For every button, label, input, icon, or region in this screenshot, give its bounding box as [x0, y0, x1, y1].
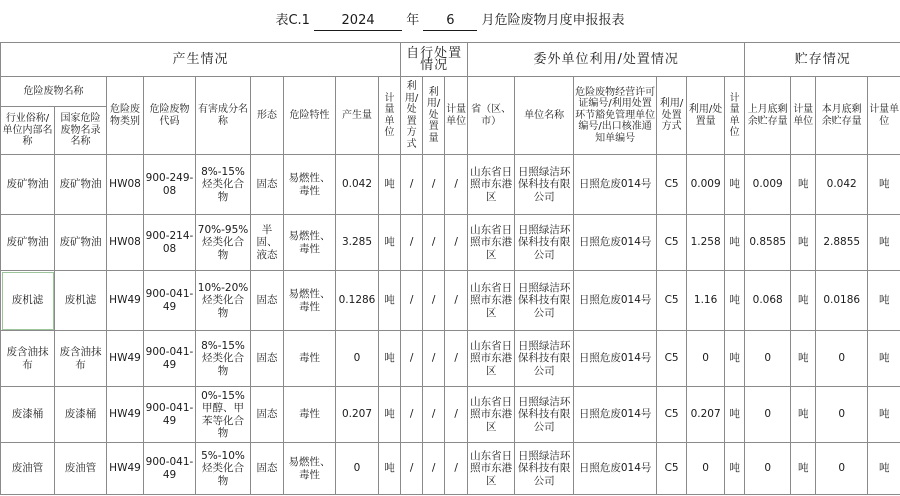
cell-code[interactable]: 900-214-08 [144, 215, 196, 271]
header-self-amount: 利用/处置量 [423, 77, 445, 155]
cell-industry-name[interactable]: 废矿物油 [1, 155, 55, 215]
group-storage: 贮存情况 [745, 43, 900, 77]
cell-component[interactable]: 8%-15%烃类化合物 [196, 331, 251, 387]
cell-out-method[interactable]: C5 [657, 215, 687, 271]
cell-self-method[interactable]: / [401, 387, 423, 443]
title-suffix: 月危险废物月度申报报表 [481, 13, 625, 28]
cell-unit-1[interactable]: 吨 [379, 331, 401, 387]
cell-unit-5[interactable]: 吨 [868, 443, 900, 495]
cell-code[interactable]: 900-041-49 [144, 271, 196, 331]
cell-unit-2[interactable]: / [445, 271, 468, 331]
cell-category[interactable]: HW49 [107, 387, 144, 443]
cell-cur-stock[interactable]: 0.042 [816, 155, 868, 215]
cell-out-method[interactable]: C5 [657, 331, 687, 387]
header-category: 危险废物类别 [107, 77, 144, 155]
cell-form[interactable]: 固态 [251, 155, 284, 215]
cell-form[interactable]: 固态 [251, 387, 284, 443]
cell-industry-name[interactable]: 废含油抹布 [1, 331, 55, 387]
cell-cur-stock[interactable]: 0 [816, 387, 868, 443]
cell-permit[interactable]: 日照危废014号 [574, 271, 657, 331]
header-waste-name-group: 危险废物名称 [1, 77, 107, 107]
cell-unit-1[interactable]: 吨 [379, 387, 401, 443]
header-output: 产生量 [336, 77, 379, 155]
cell-output[interactable]: 0.207 [336, 387, 379, 443]
cell-prev-stock[interactable]: 0.8585 [745, 215, 791, 271]
cell-out-amount[interactable]: 0.009 [687, 155, 725, 215]
cell-company[interactable]: 日照绿洁环保科技有限公司 [515, 443, 574, 495]
cell-unit-5[interactable]: 吨 [868, 155, 900, 215]
header-cur-stock: 本月底剩余贮存量 [816, 77, 868, 155]
cell-component[interactable]: 70%-95%烃类化合物 [196, 215, 251, 271]
cell-province[interactable]: 山东省日照市东港区 [468, 387, 515, 443]
cell-prev-stock[interactable]: 0.068 [745, 271, 791, 331]
cell-out-method[interactable]: C5 [657, 271, 687, 331]
cell-province[interactable]: 山东省日照市东港区 [468, 331, 515, 387]
cell-self-amount[interactable]: / [423, 215, 445, 271]
cell-province[interactable]: 山东省日照市东港区 [468, 443, 515, 495]
cell-unit-5[interactable]: 吨 [868, 331, 900, 387]
cell-province[interactable]: 山东省日照市东港区 [468, 155, 515, 215]
cell-cur-stock[interactable]: 0 [816, 331, 868, 387]
cell-national-name[interactable]: 废矿物油 [55, 215, 107, 271]
header-hazard-property: 危险特性 [284, 77, 336, 155]
cell-code[interactable]: 900-041-49 [144, 387, 196, 443]
cell-category[interactable]: HW49 [107, 443, 144, 495]
report-table [0, 42, 900, 495]
header-prev-stock: 上月底剩余贮存量 [745, 77, 791, 155]
cell-unit-3[interactable]: 吨 [725, 271, 745, 331]
header-unit-5: 计量单位 [868, 77, 900, 155]
cell-industry-name[interactable]: 废油管 [1, 443, 55, 495]
cell-unit-3[interactable]: 吨 [725, 331, 745, 387]
cell-national-name[interactable]: 废矿物油 [55, 155, 107, 215]
cell-unit-4[interactable]: 吨 [791, 215, 816, 271]
cell-unit-3[interactable]: 吨 [725, 215, 745, 271]
cell-national-name[interactable]: 废含油抹布 [55, 331, 107, 387]
cell-component[interactable]: 10%-20%烃类化合物 [196, 271, 251, 331]
cell-self-method[interactable]: / [401, 443, 423, 495]
cell-permit[interactable]: 日照危废014号 [574, 387, 657, 443]
cell-hazard[interactable]: 毒性 [284, 331, 336, 387]
cell-province[interactable]: 山东省日照市东港区 [468, 271, 515, 331]
cell-unit-1[interactable]: 吨 [379, 443, 401, 495]
cell-prev-stock[interactable]: 0 [745, 331, 791, 387]
cell-out-amount[interactable]: 1.258 [687, 215, 725, 271]
cell-cur-stock[interactable]: 0 [816, 443, 868, 495]
cell-self-amount[interactable]: / [423, 387, 445, 443]
cell-unit-4[interactable]: 吨 [791, 271, 816, 331]
cell-unit-3[interactable]: 吨 [725, 443, 745, 495]
cell-output[interactable]: 3.285 [336, 215, 379, 271]
cell-hazard[interactable]: 毒性 [284, 387, 336, 443]
cell-company[interactable]: 日照绿洁环保科技有限公司 [515, 271, 574, 331]
group-outsource: 委外单位利用/处置情况 [468, 43, 745, 77]
cell-unit-3[interactable]: 吨 [725, 387, 745, 443]
cell-out-method[interactable]: C5 [657, 443, 687, 495]
cell-industry-name[interactable]: 废机滤 [1, 271, 55, 331]
cell-self-method[interactable]: / [401, 215, 423, 271]
cell-self-amount[interactable]: / [423, 443, 445, 495]
cell-unit-5[interactable]: 吨 [868, 215, 900, 271]
table-row [1, 155, 900, 215]
cell-permit[interactable]: 日照危废014号 [574, 331, 657, 387]
cell-self-amount[interactable]: / [423, 155, 445, 215]
cell-unit-2[interactable]: / [445, 215, 468, 271]
cell-hazard[interactable]: 易燃性、毒性 [284, 215, 336, 271]
cell-company[interactable]: 日照绿洁环保科技有限公司 [515, 155, 574, 215]
title-year[interactable]: 2024 [314, 12, 402, 31]
cell-province[interactable]: 山东省日照市东港区 [468, 215, 515, 271]
cell-unit-2[interactable]: / [445, 331, 468, 387]
cell-unit-3[interactable]: 吨 [725, 155, 745, 215]
header-code: 危险废物代码 [144, 77, 196, 155]
cell-self-method[interactable]: / [401, 271, 423, 331]
cell-unit-5[interactable]: 吨 [868, 387, 900, 443]
cell-out-amount[interactable]: 1.16 [687, 271, 725, 331]
cell-permit[interactable]: 日照危废014号 [574, 215, 657, 271]
header-province: 省（区、市） [468, 77, 515, 155]
cell-out-method[interactable]: C5 [657, 155, 687, 215]
cell-industry-name[interactable]: 废矿物油 [1, 215, 55, 271]
header-industry-name: 行业俗称/单位内部名称 [1, 107, 55, 155]
cell-cur-stock[interactable]: 2.8855 [816, 215, 868, 271]
cell-self-amount[interactable]: / [423, 271, 445, 331]
table-row [1, 271, 900, 331]
cell-out-amount[interactable]: 0.207 [687, 387, 725, 443]
title-month[interactable]: 6 [423, 12, 477, 31]
cell-unit-4[interactable]: 吨 [791, 387, 816, 443]
cell-form[interactable]: 半固、液态 [251, 215, 284, 271]
cell-category[interactable]: HW49 [107, 331, 144, 387]
cell-form[interactable]: 固态 [251, 443, 284, 495]
cell-category[interactable]: HW08 [107, 215, 144, 271]
header-unit-4: 计量单位 [791, 77, 816, 155]
cell-permit[interactable]: 日照危废014号 [574, 155, 657, 215]
cell-form[interactable]: 固态 [251, 331, 284, 387]
header-out-amount: 利用/处置量 [687, 77, 725, 155]
cell-self-method[interactable]: / [401, 331, 423, 387]
cell-hazard[interactable]: 易燃性、毒性 [284, 443, 336, 495]
cell-unit-2[interactable]: / [445, 443, 468, 495]
cell-self-method[interactable]: / [401, 155, 423, 215]
cell-form[interactable]: 固态 [251, 271, 284, 331]
cell-unit-4[interactable]: 吨 [791, 443, 816, 495]
cell-unit-5[interactable]: 吨 [868, 271, 900, 331]
cell-component[interactable]: 0%-15%甲醇、甲苯等化合物 [196, 387, 251, 443]
header-national-name: 国家危险废物名录名称 [55, 107, 107, 155]
header-permit: 危险废物经营许可证编号/利用处置环节豁免管理单位编号/出口核准通知单编号 [574, 77, 657, 155]
cell-component[interactable]: 5%-10%烃类化合物 [196, 443, 251, 495]
cell-national-name[interactable]: 废油管 [55, 443, 107, 495]
table-row [1, 387, 900, 443]
table-row [1, 215, 900, 271]
group-self-disposal: 自行处置情况 [401, 43, 468, 77]
header-out-method: 利用/处置方式 [657, 77, 687, 155]
cell-hazard[interactable]: 易燃性、毒性 [284, 155, 336, 215]
cell-prev-stock[interactable]: 0 [745, 387, 791, 443]
title-prefix: 表C.1 [275, 13, 310, 28]
cell-hazard[interactable]: 易燃性、毒性 [284, 271, 336, 331]
cell-prev-stock[interactable]: 0 [745, 443, 791, 495]
header-unit-2: 计量单位 [445, 77, 468, 155]
cell-unit-4[interactable]: 吨 [791, 331, 816, 387]
cell-output[interactable]: 0 [336, 443, 379, 495]
cell-category[interactable]: HW08 [107, 155, 144, 215]
report-title [0, 0, 900, 42]
cell-code[interactable]: 900-041-49 [144, 443, 196, 495]
cell-national-name[interactable]: 废漆桶 [55, 387, 107, 443]
header-company: 单位名称 [515, 77, 574, 155]
cell-code[interactable]: 900-249-08 [144, 155, 196, 215]
cell-prev-stock[interactable]: 0.009 [745, 155, 791, 215]
title-year-unit: 年 [406, 13, 420, 28]
cell-component[interactable]: 8%-15%烃类化合物 [196, 155, 251, 215]
cell-unit-4[interactable]: 吨 [791, 155, 816, 215]
cell-industry-name[interactable]: 废漆桶 [1, 387, 55, 443]
table-row [1, 443, 900, 495]
header-unit-1: 计量单位 [379, 77, 401, 155]
cell-unit-2[interactable]: / [445, 155, 468, 215]
header-form: 形态 [251, 77, 284, 155]
cell-output[interactable]: 0.042 [336, 155, 379, 215]
table-row [1, 331, 900, 387]
cell-unit-1[interactable]: 吨 [379, 215, 401, 271]
cell-national-name[interactable]: 废机滤 [55, 271, 107, 331]
cell-output[interactable]: 0.1286 [336, 271, 379, 331]
cell-out-method[interactable]: C5 [657, 387, 687, 443]
cell-code[interactable]: 900-041-49 [144, 331, 196, 387]
cell-self-amount[interactable]: / [423, 331, 445, 387]
header-self-method: 利用/处置方式 [401, 77, 423, 155]
header-hazardous-component: 有害成分名称 [196, 77, 251, 155]
cell-unit-2[interactable]: / [445, 387, 468, 443]
cell-company[interactable]: 日照绿洁环保科技有限公司 [515, 215, 574, 271]
cell-unit-1[interactable]: 吨 [379, 155, 401, 215]
cell-output[interactable]: 0 [336, 331, 379, 387]
group-produce: 产生情况 [1, 43, 401, 77]
header-unit-3: 计量单位 [725, 77, 745, 155]
cell-unit-1[interactable]: 吨 [379, 271, 401, 331]
cell-cur-stock[interactable]: 0.0186 [816, 271, 868, 331]
cell-out-amount[interactable]: 0 [687, 331, 725, 387]
cell-company[interactable]: 日照绿洁环保科技有限公司 [515, 331, 574, 387]
cell-out-amount[interactable]: 0 [687, 443, 725, 495]
cell-company[interactable]: 日照绿洁环保科技有限公司 [515, 387, 574, 443]
cell-category[interactable]: HW49 [107, 271, 144, 331]
cell-permit[interactable]: 日照危废014号 [574, 443, 657, 495]
